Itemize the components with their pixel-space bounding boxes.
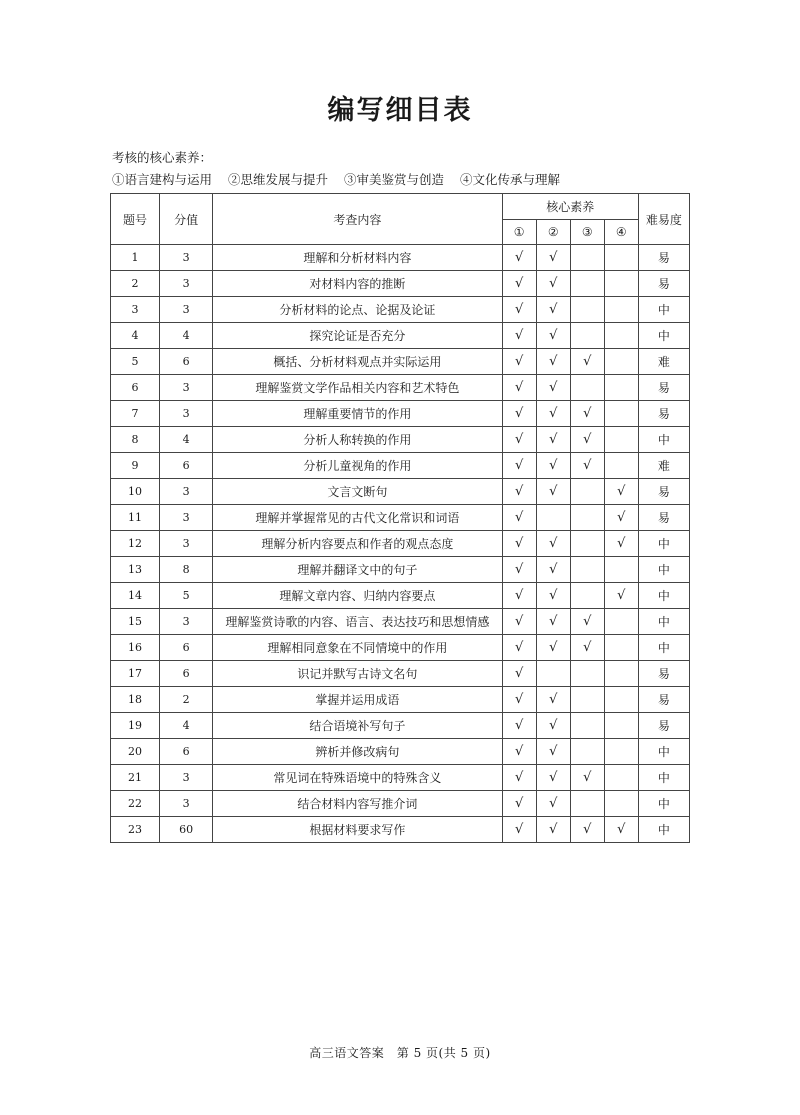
difficulty-cell: 易: [638, 661, 689, 687]
core-check-cell: √: [536, 297, 570, 323]
score-cell: 6: [160, 661, 213, 687]
header-core-col: ③: [570, 220, 604, 245]
core-check-cell: [570, 271, 604, 297]
core-check-cell: [604, 739, 638, 765]
core-check-cell: √: [536, 427, 570, 453]
core-check-cell: [604, 609, 638, 635]
core-check-cell: [570, 791, 604, 817]
question-no-cell: 9: [111, 453, 160, 479]
table-body: [111, 245, 690, 843]
content-cell: 理解并翻译文中的句子: [213, 557, 502, 583]
difficulty-cell: 难: [638, 453, 689, 479]
core-check-cell: [604, 765, 638, 791]
question-no-cell: 3: [111, 297, 160, 323]
core-check-cell: √: [570, 401, 604, 427]
header-content: 考查内容: [213, 194, 502, 245]
score-cell: 8: [160, 557, 213, 583]
table-row: [111, 401, 690, 427]
core-check-cell: √: [502, 583, 536, 609]
difficulty-cell: 易: [638, 687, 689, 713]
core-check-cell: √: [502, 739, 536, 765]
core-check-cell: [570, 687, 604, 713]
core-check-cell: [604, 323, 638, 349]
core-check-cell: √: [604, 505, 638, 531]
question-no-cell: 12: [111, 531, 160, 557]
content-cell: 辨析并修改病句: [213, 739, 502, 765]
content-cell: 理解鉴赏诗歌的内容、语言、表达技巧和思想情感: [213, 609, 502, 635]
core-check-cell: √: [536, 739, 570, 765]
question-no-cell: 14: [111, 583, 160, 609]
score-cell: 6: [160, 453, 213, 479]
difficulty-cell: 易: [638, 505, 689, 531]
content-cell: 理解文章内容、归纳内容要点: [213, 583, 502, 609]
core-check-cell: [604, 687, 638, 713]
core-check-cell: √: [502, 505, 536, 531]
core-check-cell: √: [536, 557, 570, 583]
content-cell: 概括、分析材料观点并实际运用: [213, 349, 502, 375]
score-cell: 3: [160, 765, 213, 791]
score-cell: 3: [160, 271, 213, 297]
core-check-cell: √: [502, 401, 536, 427]
question-no-cell: 8: [111, 427, 160, 453]
question-no-cell: 23: [111, 817, 160, 843]
core-check-cell: √: [536, 479, 570, 505]
question-no-cell: 1: [111, 245, 160, 271]
question-no-cell: 4: [111, 323, 160, 349]
competency-item: ①语言建构与运用: [112, 172, 213, 187]
question-no-cell: 10: [111, 479, 160, 505]
difficulty-cell: 易: [638, 401, 689, 427]
header-difficulty: 难易度: [638, 194, 689, 245]
content-cell: 文言文断句: [213, 479, 502, 505]
core-check-cell: [536, 661, 570, 687]
content-cell: 理解重要情节的作用: [213, 401, 502, 427]
header-core-col: ①: [502, 220, 536, 245]
core-check-cell: √: [502, 635, 536, 661]
core-check-cell: [570, 531, 604, 557]
core-check-cell: √: [536, 401, 570, 427]
table-row: [111, 739, 690, 765]
core-check-cell: [570, 557, 604, 583]
table-row: [111, 661, 690, 687]
question-no-cell: 20: [111, 739, 160, 765]
core-check-cell: [570, 583, 604, 609]
core-check-cell: √: [536, 583, 570, 609]
core-check-cell: √: [502, 297, 536, 323]
question-no-cell: 21: [111, 765, 160, 791]
core-check-cell: √: [502, 531, 536, 557]
table-row: [111, 531, 690, 557]
core-check-cell: [570, 739, 604, 765]
header-core-competency: 核心素养: [502, 194, 638, 220]
core-check-cell: √: [502, 713, 536, 739]
content-cell: 理解分析内容要点和作者的观点态度: [213, 531, 502, 557]
core-check-cell: √: [502, 323, 536, 349]
core-check-cell: √: [604, 817, 638, 843]
score-cell: 6: [160, 635, 213, 661]
core-check-cell: √: [570, 453, 604, 479]
core-check-cell: √: [536, 609, 570, 635]
core-check-cell: √: [536, 453, 570, 479]
table-row: [111, 791, 690, 817]
core-check-cell: √: [536, 245, 570, 271]
score-cell: 3: [160, 297, 213, 323]
core-check-cell: √: [536, 817, 570, 843]
question-no-cell: 16: [111, 635, 160, 661]
table-row: [111, 765, 690, 791]
core-check-cell: √: [502, 687, 536, 713]
table-row: [111, 427, 690, 453]
table-row: [111, 297, 690, 323]
score-cell: 6: [160, 739, 213, 765]
difficulty-cell: 易: [638, 245, 689, 271]
score-cell: 3: [160, 245, 213, 271]
table-row: [111, 817, 690, 843]
score-cell: 4: [160, 427, 213, 453]
core-check-cell: [604, 349, 638, 375]
core-check-cell: √: [502, 245, 536, 271]
core-check-cell: √: [570, 817, 604, 843]
content-cell: 理解鉴赏文学作品相关内容和艺术特色: [213, 375, 502, 401]
core-check-cell: √: [570, 765, 604, 791]
core-check-cell: [604, 271, 638, 297]
score-cell: 3: [160, 375, 213, 401]
table-row: [111, 583, 690, 609]
page-footer: 高三语文答案 第 5 页(共 5 页): [309, 1046, 491, 1060]
core-check-cell: √: [502, 427, 536, 453]
competency-item: ②思维发展与提升: [228, 172, 329, 187]
content-cell: 对材料内容的推断: [213, 271, 502, 297]
core-check-cell: √: [502, 609, 536, 635]
question-no-cell: 17: [111, 661, 160, 687]
question-no-cell: 2: [111, 271, 160, 297]
core-check-cell: √: [570, 635, 604, 661]
table-row: [111, 453, 690, 479]
core-check-cell: √: [502, 453, 536, 479]
core-check-cell: √: [502, 375, 536, 401]
difficulty-cell: 易: [638, 713, 689, 739]
question-no-cell: 11: [111, 505, 160, 531]
core-check-cell: [570, 505, 604, 531]
core-check-cell: √: [570, 609, 604, 635]
core-check-cell: √: [536, 791, 570, 817]
difficulty-cell: 易: [638, 271, 689, 297]
difficulty-cell: 中: [638, 765, 689, 791]
content-cell: 根据材料要求写作: [213, 817, 502, 843]
table-row: [111, 375, 690, 401]
header-score: 分值: [160, 194, 213, 245]
core-check-cell: √: [502, 765, 536, 791]
content-cell: 理解和分析材料内容: [213, 245, 502, 271]
score-cell: 3: [160, 479, 213, 505]
core-check-cell: √: [604, 531, 638, 557]
header-core-col: ②: [536, 220, 570, 245]
question-no-cell: 13: [111, 557, 160, 583]
question-no-cell: 19: [111, 713, 160, 739]
core-check-cell: √: [502, 479, 536, 505]
question-no-cell: 5: [111, 349, 160, 375]
score-cell: 4: [160, 713, 213, 739]
content-cell: 结合语境补写句子: [213, 713, 502, 739]
difficulty-cell: 中: [638, 609, 689, 635]
difficulty-cell: 中: [638, 635, 689, 661]
content-cell: 理解并掌握常见的古代文化常识和词语: [213, 505, 502, 531]
core-check-cell: √: [502, 817, 536, 843]
core-check-cell: √: [570, 349, 604, 375]
content-cell: 分析人称转换的作用: [213, 427, 502, 453]
content-cell: 分析材料的论点、论据及论证: [213, 297, 502, 323]
question-no-cell: 6: [111, 375, 160, 401]
difficulty-cell: 易: [638, 375, 689, 401]
table-row: [111, 713, 690, 739]
difficulty-cell: 难: [638, 349, 689, 375]
difficulty-cell: 中: [638, 297, 689, 323]
content-cell: 理解相同意象在不同情境中的作用: [213, 635, 502, 661]
score-cell: 4: [160, 323, 213, 349]
core-check-cell: [604, 453, 638, 479]
score-cell: 6: [160, 349, 213, 375]
table-row: [111, 245, 690, 271]
core-check-cell: √: [536, 635, 570, 661]
difficulty-cell: 中: [638, 817, 689, 843]
core-check-cell: [604, 635, 638, 661]
table-row: [111, 323, 690, 349]
content-cell: 识记并默写古诗文名句: [213, 661, 502, 687]
core-check-cell: √: [604, 583, 638, 609]
core-check-cell: √: [502, 661, 536, 687]
competency-item: ④文化传承与理解: [460, 172, 561, 187]
score-cell: 3: [160, 791, 213, 817]
core-check-cell: [604, 297, 638, 323]
content-cell: 常见词在特殊语境中的特殊含义: [213, 765, 502, 791]
core-check-cell: √: [536, 713, 570, 739]
core-check-cell: [570, 375, 604, 401]
core-check-cell: [604, 661, 638, 687]
content-cell: 结合材料内容写推介词: [213, 791, 502, 817]
competency-item: ③审美鉴赏与创造: [344, 172, 445, 187]
score-cell: 3: [160, 609, 213, 635]
difficulty-cell: 中: [638, 583, 689, 609]
core-check-cell: √: [536, 765, 570, 791]
difficulty-cell: 中: [638, 427, 689, 453]
core-check-cell: √: [536, 349, 570, 375]
difficulty-cell: 中: [638, 531, 689, 557]
core-check-cell: [570, 479, 604, 505]
content-cell: 分析儿童视角的作用: [213, 453, 502, 479]
core-check-cell: √: [502, 349, 536, 375]
core-check-cell: √: [502, 791, 536, 817]
score-cell: 5: [160, 583, 213, 609]
core-check-cell: [604, 375, 638, 401]
table-row: [111, 609, 690, 635]
core-check-cell: [570, 323, 604, 349]
core-check-cell: [570, 713, 604, 739]
question-no-cell: 22: [111, 791, 160, 817]
score-cell: 3: [160, 505, 213, 531]
core-check-cell: √: [502, 557, 536, 583]
difficulty-cell: 易: [638, 479, 689, 505]
core-check-cell: [604, 427, 638, 453]
table-row: [111, 479, 690, 505]
difficulty-cell: 中: [638, 323, 689, 349]
content-cell: 掌握并运用成语: [213, 687, 502, 713]
content-cell: 探究论证是否充分: [213, 323, 502, 349]
table-row: [111, 557, 690, 583]
core-check-cell: [604, 791, 638, 817]
core-check-cell: √: [502, 271, 536, 297]
difficulty-cell: 中: [638, 739, 689, 765]
core-check-cell: √: [536, 687, 570, 713]
difficulty-cell: 中: [638, 557, 689, 583]
core-check-cell: √: [536, 323, 570, 349]
table-row: [111, 635, 690, 661]
core-check-cell: [604, 557, 638, 583]
core-check-cell: √: [536, 375, 570, 401]
core-check-cell: [536, 505, 570, 531]
core-check-cell: [604, 245, 638, 271]
core-competency-list: [112, 170, 572, 188]
core-check-cell: [604, 713, 638, 739]
core-check-cell: [570, 297, 604, 323]
core-check-cell: [570, 661, 604, 687]
core-check-cell: [604, 401, 638, 427]
table-row: [111, 271, 690, 297]
score-cell: 3: [160, 531, 213, 557]
question-no-cell: 18: [111, 687, 160, 713]
question-no-cell: 15: [111, 609, 160, 635]
table-row: [111, 687, 690, 713]
core-check-cell: [570, 245, 604, 271]
core-competency-label: 考核的核心素养：: [112, 150, 213, 165]
score-cell: 3: [160, 401, 213, 427]
core-check-cell: √: [570, 427, 604, 453]
table-row: [111, 505, 690, 531]
difficulty-cell: 中: [638, 791, 689, 817]
score-cell: 60: [160, 817, 213, 843]
page-title: 编写细目表: [327, 95, 473, 126]
spec-table: [110, 193, 690, 843]
core-check-cell: √: [604, 479, 638, 505]
header-question-no: 题号: [111, 194, 160, 245]
table-row: [111, 349, 690, 375]
core-check-cell: √: [536, 531, 570, 557]
question-no-cell: 7: [111, 401, 160, 427]
header-core-col: ④: [604, 220, 638, 245]
score-cell: 2: [160, 687, 213, 713]
core-check-cell: √: [536, 271, 570, 297]
